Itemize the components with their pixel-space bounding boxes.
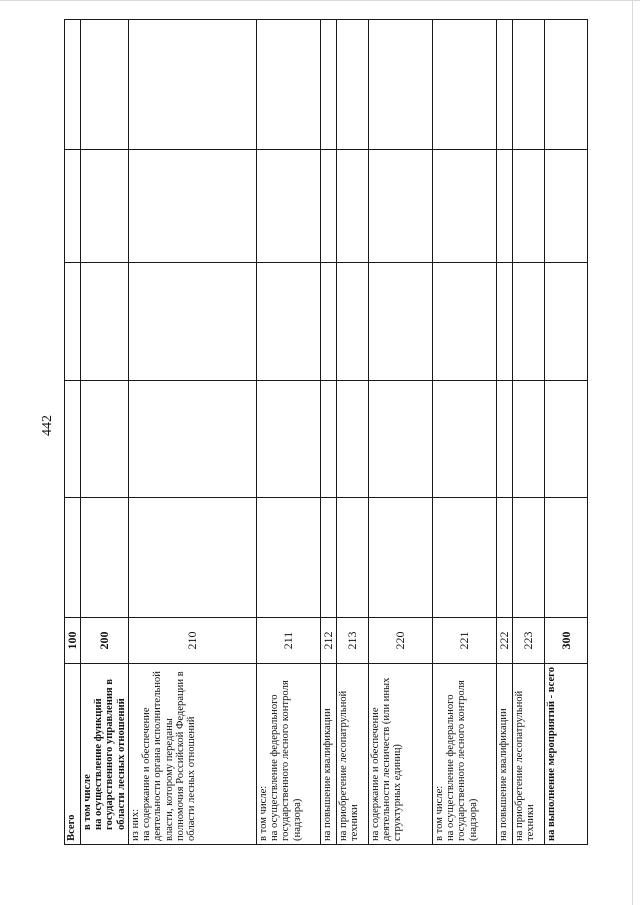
empty-cell <box>368 20 432 150</box>
table-row <box>496 20 512 845</box>
empty-cell <box>320 150 336 263</box>
row-label: в том числе: на осуществление федерального государственного лесного контроля (надзора) <box>256 664 320 845</box>
empty-cell <box>432 20 496 150</box>
empty-cell <box>65 20 81 150</box>
empty-cell <box>336 150 368 263</box>
empty-cell <box>432 150 496 263</box>
empty-cell <box>544 20 587 150</box>
empty-cell <box>256 498 320 618</box>
empty-cell <box>81 150 129 263</box>
empty-cell <box>65 498 81 618</box>
table-row <box>81 20 129 845</box>
scan-edge-top <box>0 0 640 1</box>
empty-cell <box>320 20 336 150</box>
row-label: Всего <box>65 664 81 845</box>
empty-cell <box>128 150 256 263</box>
empty-cell <box>496 263 512 381</box>
table-row <box>368 20 432 845</box>
empty-cell <box>65 263 81 381</box>
empty-cell <box>432 263 496 381</box>
row-label: из них: на содержание и обеспечение деятельности органа исполнительной власти, которому переданы полномочия Российской Федерации в области лесных отношений <box>128 664 256 845</box>
row-code: 200 <box>81 618 129 664</box>
table-row <box>256 20 320 845</box>
row-code: 300 <box>544 618 587 664</box>
row-code: 210 <box>128 618 256 664</box>
empty-cell <box>128 263 256 381</box>
empty-cell <box>512 381 544 498</box>
empty-cell <box>368 150 432 263</box>
empty-cell <box>336 263 368 381</box>
empty-cell <box>128 498 256 618</box>
empty-cell <box>512 150 544 263</box>
empty-cell <box>432 381 496 498</box>
empty-cell <box>336 381 368 498</box>
empty-cell <box>544 381 587 498</box>
table-row <box>320 20 336 845</box>
table-row <box>432 20 496 845</box>
row-code: 221 <box>432 618 496 664</box>
empty-cell <box>128 20 256 150</box>
empty-cell <box>496 381 512 498</box>
empty-cell <box>544 498 587 618</box>
empty-cell <box>336 498 368 618</box>
empty-cell <box>512 263 544 381</box>
row-code: 220 <box>368 618 432 664</box>
empty-cell <box>496 20 512 150</box>
scan-edge-right <box>632 0 633 905</box>
empty-cell <box>256 263 320 381</box>
table-row <box>128 20 256 845</box>
empty-cell <box>544 150 587 263</box>
row-label: на повышение квалификации <box>320 664 336 845</box>
empty-cell <box>256 381 320 498</box>
row-label: в том числе: на осуществление федерального государственного лесного контроля (надзора) <box>432 664 496 845</box>
empty-cell <box>368 498 432 618</box>
empty-cell <box>65 150 81 263</box>
table-body <box>65 20 588 845</box>
row-code: 222 <box>496 618 512 664</box>
row-label: на выполнение мероприятий - всего <box>544 664 587 845</box>
rotated-table-wrapper <box>64 20 586 845</box>
empty-cell <box>368 381 432 498</box>
row-code: 211 <box>256 618 320 664</box>
empty-cell <box>320 263 336 381</box>
table-row <box>65 20 81 845</box>
empty-cell <box>496 498 512 618</box>
empty-cell <box>128 381 256 498</box>
empty-cell <box>256 20 320 150</box>
row-code: 223 <box>512 618 544 664</box>
empty-cell <box>432 498 496 618</box>
page-number: 442 <box>40 415 55 436</box>
empty-cell <box>512 20 544 150</box>
empty-cell <box>496 150 512 263</box>
empty-cell <box>336 20 368 150</box>
empty-cell <box>368 263 432 381</box>
row-label: на приобретение лесопатрульной техники <box>512 664 544 845</box>
row-label: на повышение квалификации <box>496 664 512 845</box>
empty-cell <box>81 263 129 381</box>
empty-cell <box>320 381 336 498</box>
row-label: в том числе на осуществление функций государственного управления в области лесных отношений <box>81 664 129 845</box>
table-row <box>512 20 544 845</box>
row-code: 100 <box>65 618 81 664</box>
empty-cell <box>320 498 336 618</box>
empty-cell <box>65 381 81 498</box>
empty-cell <box>256 150 320 263</box>
table-row <box>336 20 368 845</box>
empty-cell <box>81 381 129 498</box>
empty-cell <box>81 498 129 618</box>
row-code: 212 <box>320 618 336 664</box>
empty-cell <box>544 263 587 381</box>
row-label: на приобретение лесопатрульной техники <box>336 664 368 845</box>
table-row <box>544 20 587 845</box>
empty-cell <box>512 498 544 618</box>
report-table <box>64 19 588 845</box>
row-label: на содержание и обеспечение деятельности лесничеств (или иных структурных единиц) <box>368 664 432 845</box>
empty-cell <box>81 20 129 150</box>
row-code: 213 <box>336 618 368 664</box>
